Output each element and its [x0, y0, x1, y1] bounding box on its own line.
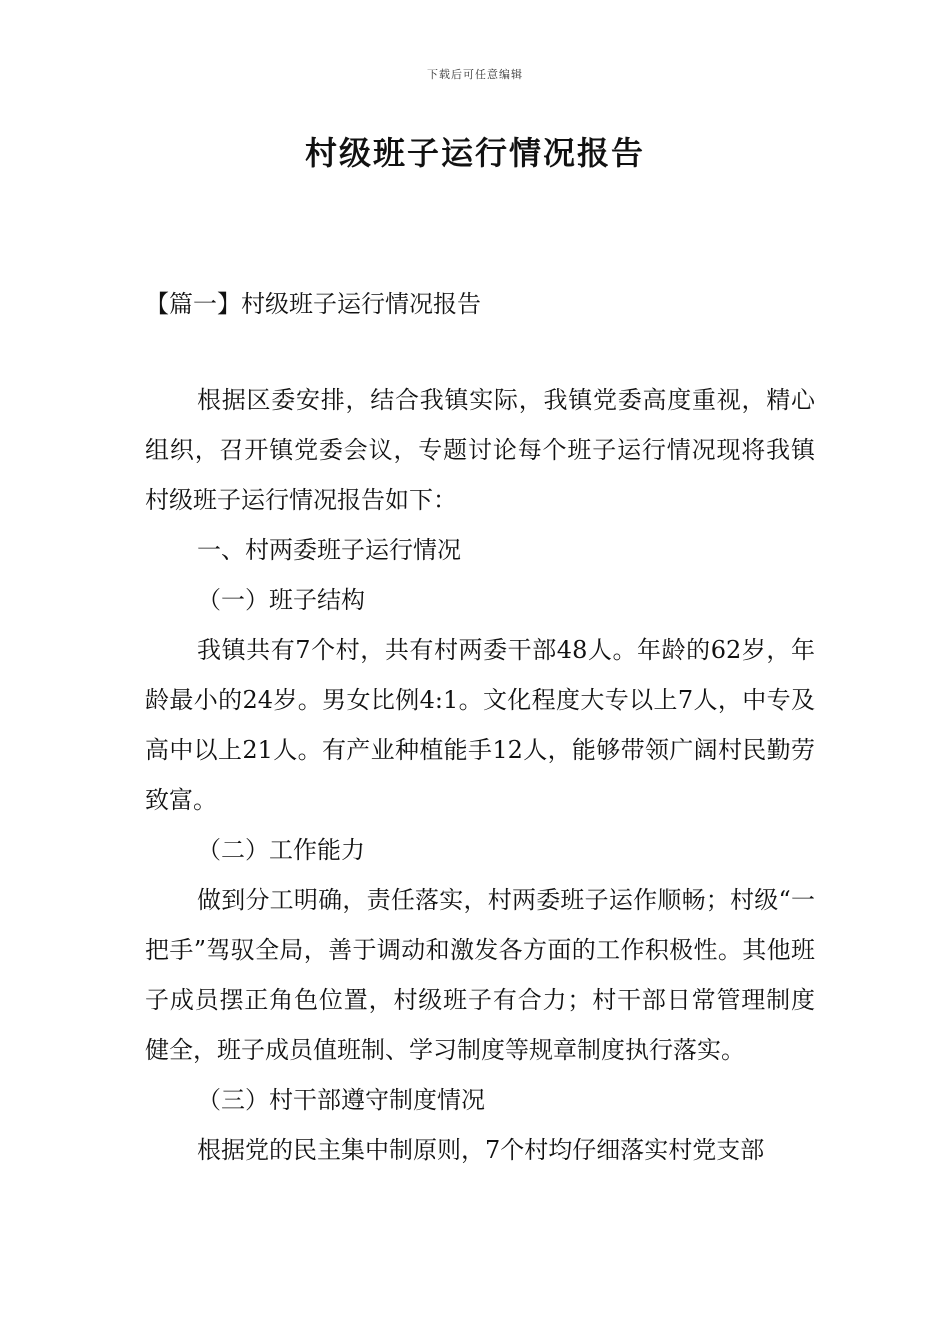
document-body: [145, 375, 815, 1175]
subheading-ability: （二）工作能力: [197, 836, 365, 864]
heading-part-one: 一、村两委班子运行情况: [197, 536, 461, 564]
subheading-structure: （一）班子结构: [197, 586, 365, 614]
paragraph-intro: 根据区委安排，结合我镇实际，我镇党委高度重视，精心组织，召开镇党委会议，专题讨论每个班子运行情况现将我镇村级班子运行情况报告如下：: [145, 386, 815, 514]
subheading-compliance: （三）村干部遵守制度情况: [197, 1086, 485, 1114]
document-title: 村级班子运行情况报告: [304, 134, 645, 172]
section-heading: 【篇一】村级班子运行情况报告: [145, 290, 481, 318]
header-note: 下载后可任意编辑: [427, 68, 523, 81]
paragraph-structure: 我镇共有7个村，共有村两委干部48人。年龄的62岁，年龄最小的24岁。男女比例4:1。文化程度大专以上7人，中专及高中以上21人。有产业种植能手12人，能够带领广阔村民勤劳致富。: [145, 636, 815, 814]
paragraph-ability: 做到分工明确，责任落实，村两委班子运作顺畅；村级“一把手”驾驭全局，善于调动和激发各方面的工作积极性。其他班子成员摆正角色位置，村级班子有合力；村干部日常管理制度健全，班子成员值班制、学习制度等规章制度执行落实。: [145, 886, 815, 1064]
paragraph-compliance: 根据党的民主集中制原则，7个村均仔细落实村党支部: [197, 1136, 765, 1164]
